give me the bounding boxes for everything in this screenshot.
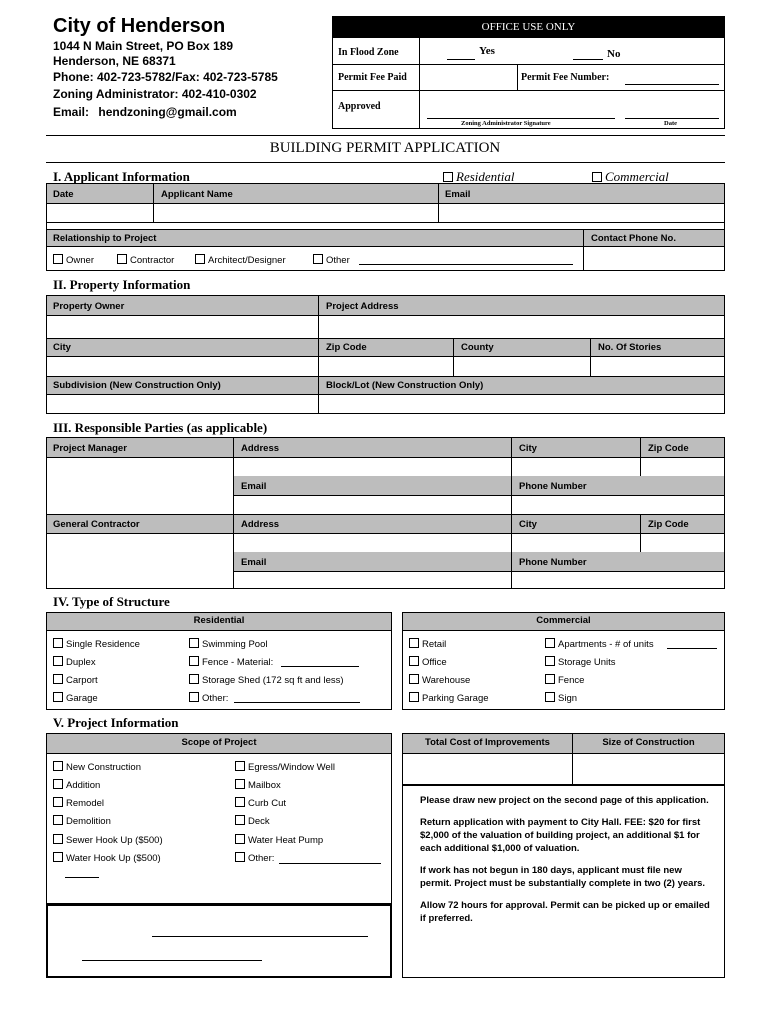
- email-address[interactable]: hendzoning@gmail.com: [98, 105, 237, 119]
- property-table: [46, 295, 725, 414]
- checkbox-icon[interactable]: [235, 779, 245, 789]
- commercial-header: Commercial: [536, 615, 591, 626]
- checkbox-icon[interactable]: [592, 172, 602, 182]
- address-line-2: Henderson, NE 68371: [53, 54, 176, 68]
- checkbox-icon[interactable]: [53, 692, 63, 702]
- scope-option[interactable]: New Construction: [53, 761, 141, 773]
- phone-fax: Phone: 402-723-5782/Fax: 402-723-5785: [53, 70, 278, 84]
- flood-yes[interactable]: Yes: [479, 45, 495, 57]
- total-cost-header: Total Cost of Improvements: [425, 737, 550, 748]
- flood-zone-label: In Flood Zone: [338, 47, 399, 58]
- office-use-box: [332, 16, 725, 129]
- zip-header: Zip Code: [326, 342, 367, 353]
- scope-option[interactable]: Deck: [235, 815, 270, 827]
- checkbox-icon[interactable]: [117, 254, 127, 264]
- scope-option[interactable]: Water Heat Pump: [235, 834, 323, 846]
- res-option[interactable]: Carport: [53, 674, 98, 686]
- commercial-structure-box: [402, 612, 725, 710]
- applicant-table: [46, 183, 725, 271]
- checkbox-icon[interactable]: [235, 852, 245, 862]
- city-header: City: [53, 342, 71, 353]
- commercial-option[interactable]: Commercial: [592, 169, 669, 185]
- residential-structure-box: [46, 612, 392, 710]
- checkbox-icon[interactable]: [545, 638, 555, 648]
- signature-label: Zoning Administrator Signature: [461, 120, 551, 127]
- form-title: BUILDING PERMIT APPLICATION: [269, 140, 501, 156]
- fee-number-label: Permit Fee Number:: [521, 72, 610, 83]
- checkbox-icon[interactable]: [53, 674, 63, 684]
- parties-table: [46, 437, 725, 589]
- res-option[interactable]: Other:: [189, 692, 228, 704]
- com-option[interactable]: Storage Units: [545, 656, 616, 668]
- checkbox-icon[interactable]: [443, 172, 453, 182]
- residential-header: Residential: [193, 615, 245, 626]
- checkbox-icon[interactable]: [409, 638, 419, 648]
- checkbox-icon[interactable]: [53, 638, 63, 648]
- pm-city-header: City: [519, 443, 537, 454]
- email-header: Email: [445, 189, 471, 200]
- applicant-name-header: Applicant Name: [161, 189, 233, 200]
- checkbox-icon[interactable]: [53, 834, 63, 844]
- checkbox-icon[interactable]: [53, 254, 63, 264]
- owner-option[interactable]: Owner: [53, 254, 94, 266]
- checkbox-icon[interactable]: [235, 834, 245, 844]
- com-option[interactable]: Warehouse: [409, 674, 470, 686]
- scope-option[interactable]: Other:: [235, 852, 274, 864]
- flood-no[interactable]: No: [607, 48, 621, 60]
- res-option[interactable]: Storage Shed (172 sq ft and less): [189, 674, 344, 686]
- section-5-title: V. Project Information: [53, 715, 179, 730]
- checkbox-icon[interactable]: [409, 692, 419, 702]
- checkbox-icon[interactable]: [53, 852, 63, 862]
- res-option[interactable]: Duplex: [53, 656, 96, 668]
- checkbox-icon[interactable]: [189, 638, 199, 648]
- res-option[interactable]: Single Residence: [53, 638, 140, 650]
- section-1-title: I. Applicant Information: [53, 169, 190, 184]
- gc-email-header: Email: [241, 557, 267, 568]
- project-manager-header: Project Manager: [53, 443, 127, 454]
- email-line: [53, 105, 237, 119]
- gc-phone-header: Phone Number: [519, 557, 587, 568]
- signature-box: [46, 904, 392, 978]
- com-option[interactable]: Apartments - # of units: [545, 638, 654, 650]
- res-option[interactable]: Swimming Pool: [189, 638, 267, 650]
- checkbox-icon[interactable]: [195, 254, 205, 264]
- scope-box: [46, 733, 392, 904]
- scope-option[interactable]: Curb Cut: [235, 797, 286, 809]
- note-72-hours: Allow 72 hours for approval. Permit can be picked up or emailed if preferred.: [420, 900, 710, 924]
- res-option[interactable]: Garage: [53, 692, 98, 704]
- address-line-1: 1044 N Main Street, PO Box 189: [53, 39, 234, 53]
- contact-phone-header: Contact Phone No.: [591, 233, 676, 244]
- approved-label: Approved: [338, 101, 381, 112]
- stories-header: No. Of Stories: [598, 342, 662, 353]
- gc-address-header: Address: [241, 519, 280, 530]
- checkbox-icon[interactable]: [235, 797, 245, 807]
- checkbox-icon[interactable]: [313, 254, 323, 264]
- note-fee: Return application with payment to City Hall. FEE: $20 for first $2,000 of the valuation of building project, an additional $1 for each additional $1,000 of valuation.: [420, 817, 701, 854]
- other-option[interactable]: Other: [313, 254, 350, 266]
- scope-option[interactable]: Remodel: [53, 797, 104, 809]
- pm-address-header: Address: [241, 443, 280, 454]
- notes-box: [402, 785, 725, 978]
- checkbox-icon[interactable]: [53, 779, 63, 789]
- blocklot-header: Block/Lot (New Construction Only): [326, 380, 484, 391]
- checkbox-icon[interactable]: [53, 656, 63, 666]
- checkbox-icon[interactable]: [545, 656, 555, 666]
- checkbox-icon[interactable]: [189, 656, 199, 666]
- section-4-title: IV. Type of Structure: [53, 594, 170, 609]
- com-option[interactable]: Parking Garage: [409, 692, 489, 704]
- size-header: Size of Construction: [602, 737, 695, 748]
- com-option[interactable]: Office: [409, 656, 447, 668]
- pm-phone-header: Phone Number: [519, 481, 587, 492]
- contractor-option[interactable]: Contractor: [117, 254, 174, 266]
- res-option[interactable]: Fence - Material:: [189, 656, 273, 668]
- com-option[interactable]: Retail: [409, 638, 446, 650]
- zoning-phone: Zoning Administrator: 402-410-0302: [53, 87, 257, 101]
- scope-option[interactable]: Water Hook Up ($500): [53, 852, 161, 864]
- checkbox-icon[interactable]: [189, 692, 199, 702]
- com-option[interactable]: Fence: [545, 674, 584, 686]
- fee-paid-label: Permit Fee Paid: [338, 72, 407, 83]
- email-label: Email:: [53, 105, 90, 119]
- scope-option[interactable]: Sewer Hook Up ($500): [53, 834, 163, 846]
- cost-size-box: [402, 733, 725, 785]
- checkbox-icon[interactable]: [53, 761, 63, 771]
- checkbox-icon[interactable]: [53, 815, 63, 825]
- com-option[interactable]: Sign: [545, 692, 577, 704]
- date-header: Date: [53, 189, 74, 200]
- date-label: Date: [664, 120, 677, 127]
- scope-option[interactable]: Addition: [53, 779, 100, 791]
- general-contractor-header: General Contractor: [53, 519, 140, 530]
- project-address-header: Project Address: [326, 301, 399, 312]
- note-draw: Please draw new project on the second page of this application.: [420, 795, 709, 806]
- checkbox-icon[interactable]: [409, 674, 419, 684]
- note-180-days: If work has not begun in 180 days, applicant must file new permit. Project must be substantially complete in two (2) years.: [420, 865, 706, 889]
- property-owner-header: Property Owner: [53, 301, 125, 312]
- gc-zip-header: Zip Code: [648, 519, 689, 530]
- residential-option[interactable]: Residential: [443, 169, 515, 185]
- scope-header: Scope of Project: [181, 737, 257, 748]
- section-2-title: II. Property Information: [53, 277, 191, 292]
- checkbox-icon[interactable]: [235, 761, 245, 771]
- architect-option[interactable]: Architect/Designer: [195, 254, 286, 266]
- pm-email-header: Email: [241, 481, 267, 492]
- checkbox-icon[interactable]: [53, 797, 63, 807]
- checkbox-icon[interactable]: [545, 692, 555, 702]
- city-name: City of Henderson: [53, 15, 226, 37]
- scope-option[interactable]: Mailbox: [235, 779, 281, 791]
- county-header: County: [461, 342, 494, 353]
- checkbox-icon[interactable]: [235, 815, 245, 825]
- gc-city-header: City: [519, 519, 537, 530]
- checkbox-icon[interactable]: [189, 674, 199, 684]
- pm-zip-header: Zip Code: [648, 443, 689, 454]
- relationship-header: Relationship to Project: [53, 233, 157, 244]
- scope-option[interactable]: Demolition: [53, 815, 111, 827]
- scope-option[interactable]: Egress/Window Well: [235, 761, 335, 773]
- subdivision-header: Subdivision (New Construction Only): [53, 380, 221, 391]
- checkbox-icon[interactable]: [545, 674, 555, 684]
- office-use-title: OFFICE USE ONLY: [333, 17, 724, 38]
- checkbox-icon[interactable]: [409, 656, 419, 666]
- section-3-title: III. Responsible Parties (as applicable): [53, 420, 268, 435]
